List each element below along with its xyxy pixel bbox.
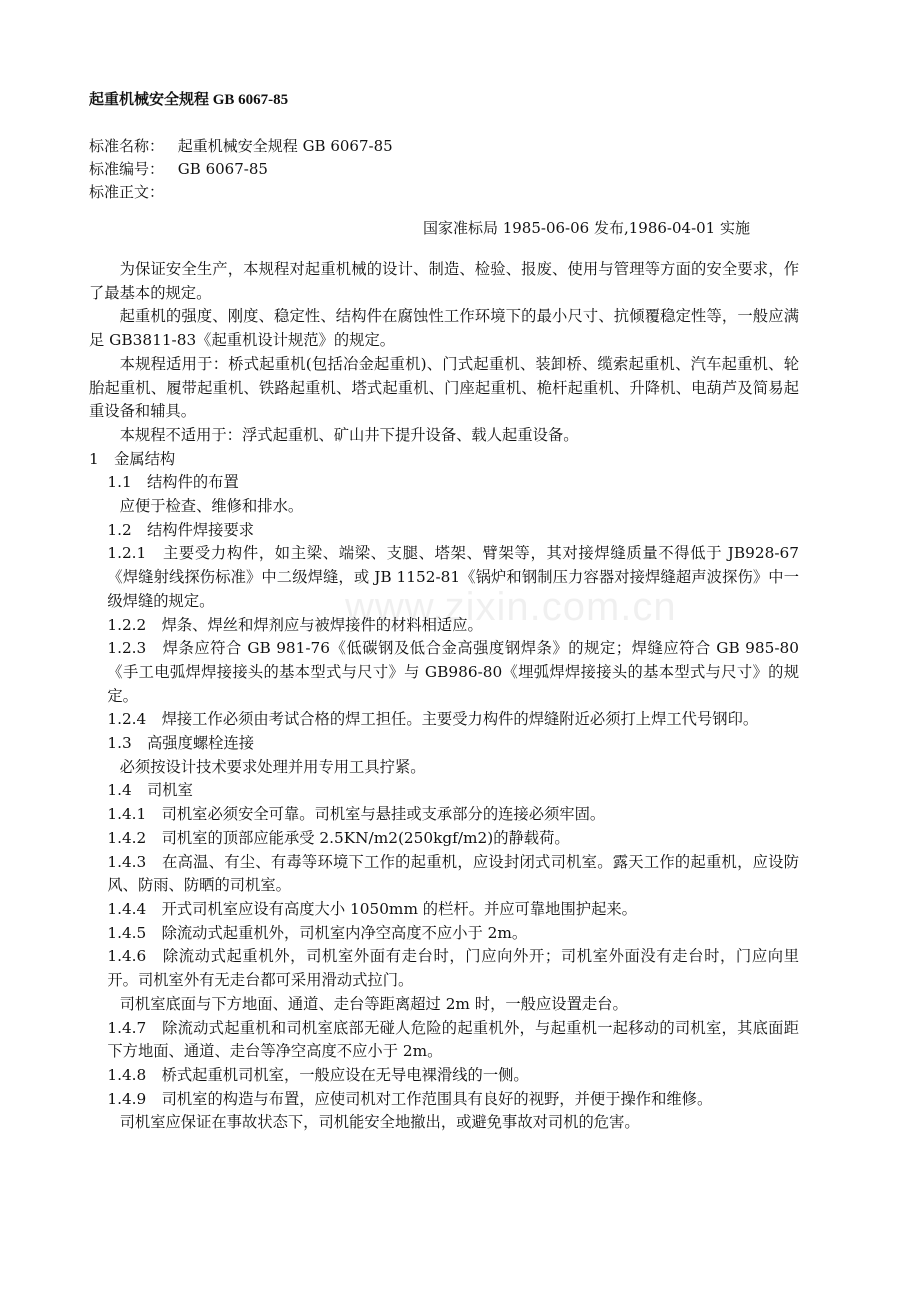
paragraph: 1.4 司机室 <box>107 781 193 800</box>
paragraph: 为保证安全生产，本规程对起重机械的设计、制造、检验、报废、使用与管理等方面的安全要求，作了最基本的规定。 <box>89 260 799 302</box>
paragraph: 1.4.9 司机室的构造与布置，应使司机对工作范围具有良好的视野，并便于操作和维修。 <box>107 1089 713 1108</box>
paragraph: 1.1 结构件的布置 <box>107 473 239 492</box>
paragraph: 1.2.2 焊条、焊丝和焊剂应与被焊接件的材料相适应。 <box>107 615 483 634</box>
paragraph: 1 金属结构 <box>89 449 176 468</box>
paragraph: 1.2 结构件焊接要求 <box>107 520 255 539</box>
paragraph: 1.3 高强度螺栓连接 <box>107 734 255 753</box>
paragraph: 1.4.6 除流动式起重机外，司机室外面有走台时，门应向外开；司机室外面没有走台时，门应向里开。司机室外有无走台都可采用滑动式拉门。 <box>107 947 799 990</box>
paragraph: 1.2.1 主要受力构件，如主梁、端梁、支腿、塔架、臂架等，其对接焊缝质量不得低于 JB928-67《焊缝射线探伤标准》中二级焊缝，或 JB 1152-81《锅炉和钢制压力容器对接焊缝超声波探伤》中一级焊缝的规定。 <box>107 544 799 610</box>
paragraph: 司机室底面与下方地面、通道、走台等距离超过 2m 时，一般应设置走台。 <box>119 994 628 1013</box>
paragraph: 1.2.4 焊接工作必须由考试合格的焊工担任。主要受力构件的焊缝附近必须打上焊工代号钢印。 <box>107 710 759 729</box>
standard-text-label: 标准正文： <box>89 183 165 201</box>
paragraph: 司机室应保证在事故状态下，司机能安全地撤出，或避免事故对司机的危害。 <box>119 1113 640 1132</box>
standard-meta <box>89 135 799 204</box>
paragraph: 1.4.8 桥式起重机司机室，一般应设在无导电裸滑线的一侧。 <box>107 1065 529 1084</box>
publish-info: 国家准标局 1985-06-06 发布,1986-04-01 实施 <box>422 219 750 237</box>
standard-code-row <box>89 158 799 181</box>
document <box>89 90 799 1135</box>
paragraph: 本规程不适用于：浮式起重机、矿山井下提升设备、载人起重设备。 <box>119 425 579 444</box>
standard-name-label: 标准名称： <box>89 137 165 155</box>
standard-code-label: 标准编号： <box>89 160 165 178</box>
standard-name-row <box>89 135 799 158</box>
standard-code-value: GB 6067-85 <box>177 160 268 178</box>
standard-name-value: 起重机械安全规程 GB 6067-85 <box>177 137 393 155</box>
paragraph: 1.4.3 在高温、有尘、有毒等环境下工作的起重机，应设封闭式司机室。露天工作的起重机，应设防风、防雨、防晒的司机室。 <box>107 852 799 895</box>
paragraph: 本规程适用于：桥式起重机(包括冶金起重机)、门式起重机、装卸桥、缆索起重机、汽车起重机、轮胎起重机、履带起重机、铁路起重机、塔式起重机、门座起重机、桅杆起重机、升降机、电葫芦及简易起重设备和辅具。 <box>89 354 799 421</box>
paragraph: 1.4.7 除流动式起重机和司机室底部无碰人危险的起重机外，与起重机一起移动的司机室，其底面距下方地面、通道、走台等净空高度不应小于 2m。 <box>107 1018 799 1061</box>
paragraph: 1.2.3 焊条应符合 GB 981-76《低碳钢及低合金高强度钢焊条》的规定；焊缝应符合 GB 985-80《手工电弧焊焊接接头的基本型式与尺寸》与 GB986-80《埋弧焊焊接接头的基本型式与尺寸》的规定。 <box>107 639 799 705</box>
paragraph: 应便于检查、维修和排水。 <box>119 497 304 516</box>
paragraph: 1.4.4 开式司机室应设有高度大小 1050mm 的栏杆。并应可靠地围护起来。 <box>107 899 637 918</box>
document-body <box>89 258 799 1135</box>
paragraph: 1.4.2 司机室的顶部应能承受 2.5KN/m2(250kgf/m2)的静载荷。 <box>107 828 570 847</box>
document-title: 起重机械安全规程 GB 6067-85 <box>89 92 289 108</box>
paragraph: 1.4.5 除流动式起重机外，司机室内净空高度不应小于 2m。 <box>107 923 528 942</box>
paragraph: 1.4.1 司机室必须安全可靠。司机室与悬挂或支承部分的连接必须牢固。 <box>107 805 606 824</box>
paragraph: 起重机的强度、刚度、稳定性、结构件在腐蚀性工作环境下的最小尺寸、抗倾覆稳定性等，一般应满足 GB3811-83《起重机设计规范》的规定。 <box>89 307 799 350</box>
watermark: www.zixin.com.cn <box>345 585 677 629</box>
paragraph: 必须按设计技术要求处理并用专用工具拧紧。 <box>119 757 426 776</box>
